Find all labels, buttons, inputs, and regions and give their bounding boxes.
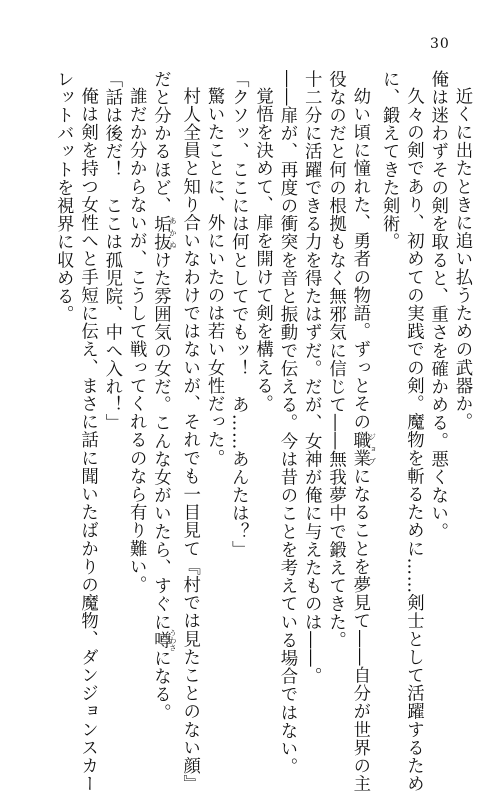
text-line: 十二分に活躍できる力を得たはずだ。だが、女神が俺に与えたものは――。 bbox=[299, 70, 323, 690]
text-line: 村人全員と知り合いなわけではないが、それでも一目見て『村では見たことのない顔』 bbox=[177, 70, 201, 690]
text-line: 覚悟を決めて、扉を開けて剣を構える。 bbox=[250, 70, 274, 690]
ruby-base: 垢抜 bbox=[150, 215, 170, 251]
text-line: 俺は迷わずその剣を取ると、重さを確かめる。悪くない。 bbox=[425, 70, 449, 690]
text-segment: 幼い頃に憧れた、勇者の物語。ずっとその bbox=[350, 87, 370, 431]
text-line: 「話は後だ！ ここは孤児院、中へ入れ！」 bbox=[100, 70, 124, 690]
text-line bbox=[148, 70, 177, 690]
ruby-word bbox=[150, 215, 170, 251]
text-line: レットバットを視界に収める。 bbox=[51, 70, 75, 690]
text-segment: になることを夢見て――自分が世界の主 bbox=[350, 468, 370, 793]
text-line: 俺は剣を持つ女性へと手短に伝え、まさに話に聞いたばかりの魔物、ダンジョンスカー bbox=[75, 70, 99, 690]
text-line: 役なのだと何の根拠もなく無邪気に信じて――無我夢中で鍛えてきた。 bbox=[323, 70, 347, 690]
text-line: 「クソッ、ここには何としてでもッ！ あ……あんたは？」 bbox=[226, 70, 250, 690]
text-line: に、鍛えてきた剣術。 bbox=[377, 70, 401, 690]
ruby-word bbox=[350, 431, 370, 467]
ruby-base: 職業 bbox=[350, 431, 370, 467]
text-line: ――扉が、再度の衝突を音と振動で伝える。今は昔のことを考えている場合ではない。 bbox=[275, 70, 299, 690]
text-line: 久々の剣であり、初めての実践での剣。魔物を斬るために……剣士として活躍するため bbox=[401, 70, 425, 690]
text-segment: になる。 bbox=[150, 649, 170, 721]
page-number: 30 bbox=[430, 36, 470, 52]
text-line: 驚いたことに、外にいたのは若い女性だった。 bbox=[202, 70, 226, 690]
text-segment: だと分かるほど、 bbox=[150, 70, 170, 215]
vertical-body-text bbox=[74, 70, 474, 690]
ruby-base: 噂 bbox=[150, 629, 170, 651]
ruby-reading: うわさ bbox=[169, 629, 178, 651]
ruby-reading: ジョブ bbox=[368, 431, 377, 467]
text-line: 誰だか分からないが、こうして戦ってくれるのなら有り難い。 bbox=[124, 70, 148, 690]
text-line: 近くに出たときに追い払うための武器か。 bbox=[450, 70, 474, 690]
ruby-word bbox=[150, 631, 170, 649]
ruby-reading: あかぬ bbox=[169, 215, 178, 251]
text-line bbox=[348, 70, 377, 690]
text-segment: けた雰囲気の女だ。こんな女がいたら、すぐに bbox=[150, 251, 170, 631]
